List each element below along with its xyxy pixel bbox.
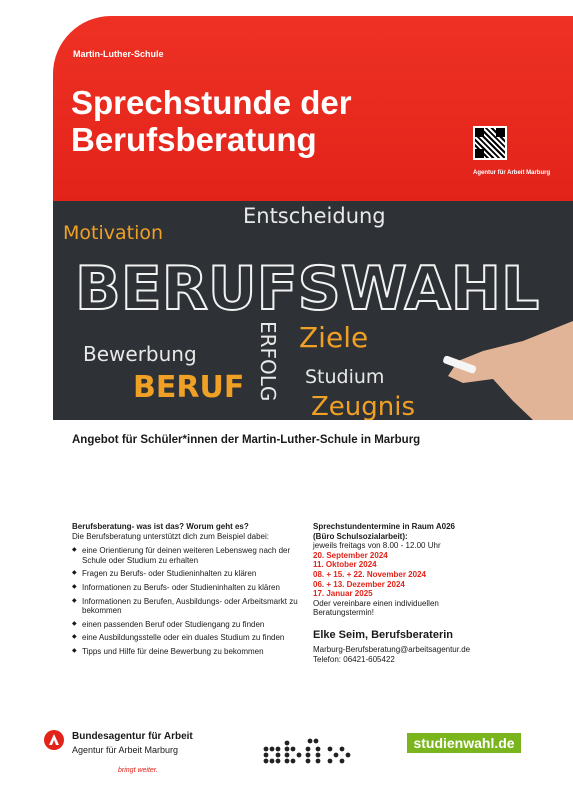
title-line-1: Sprechstunde der [71, 84, 352, 121]
list-item: ◆ eine Orientierung für deinen weiteren Lebensweg nach der Schule oder Studium zu erhalten [72, 546, 302, 565]
word-berufswahl: BERUFSWAHL [75, 254, 540, 324]
ba-name: Bundesagentur für Arbeit [72, 731, 193, 742]
time-info: jeweils freitags von 8.00 - 12.00 Uhr [313, 541, 441, 551]
individual-appointment-note: Oder vereinbare einen individuellen Beratungstermin! [313, 598, 439, 618]
room-note: (Büro Schulsozialarbeit): [313, 531, 408, 541]
page-title [71, 84, 352, 158]
date-item: 08. + 15. + 22. November 2024 [313, 569, 426, 579]
list-item: ◆ Informationen zu Berufen, Ausbildungs- oder Arbeitsmarkt zu bekommen [72, 597, 302, 616]
word-zeugnis: Zeugnis [311, 392, 416, 420]
appointments-heading: Sprechstundentermine in Raum A026 [313, 522, 455, 531]
word-studium: Studium [305, 366, 385, 388]
word-motivation: Motivation [63, 222, 164, 244]
benefits-list [72, 546, 302, 656]
email-link[interactable]: Marburg-Berufsberatung@arbeitsagentur.de [313, 644, 471, 654]
list-item: ◆ Fragen zu Berufs- oder Studieninhalten zu klären [72, 569, 302, 579]
right-column [313, 522, 563, 664]
word-erfolg: ERFOLG [256, 321, 280, 402]
studienwahl-logo[interactable]: studienwahl.de [407, 733, 521, 753]
left-column [72, 522, 302, 661]
chalkboard-image [53, 201, 573, 420]
bundesagentur-logo-icon [44, 730, 64, 750]
word-ziele: Ziele [299, 321, 369, 354]
intro-text: Die Berufsberatung unterstützt dich zum Beispiel dabei: [72, 531, 269, 541]
date-item: 11. Oktober 2024 [313, 560, 377, 570]
list-item: ◆ einen passenden Beruf oder Studiengang zu finden [72, 620, 302, 630]
list-item: ◆ eine Ausbildungsstelle oder ein duales Studium zu finden [72, 633, 302, 643]
phone-number[interactable]: Telefon: 06421-605422 [313, 654, 395, 664]
agency-label: Agentur für Arbeit Marburg [473, 170, 551, 176]
title-line-2: Berufsberatung [71, 121, 317, 158]
qr-code-icon[interactable] [473, 126, 507, 160]
school-name: Martin-Luther-Schule [73, 49, 164, 59]
date-item: 20. September 2024 [313, 550, 388, 560]
word-bewerbung: Bewerbung [83, 342, 197, 366]
date-item: 06. + 13. Dezember 2024 [313, 579, 405, 589]
list-item: ◆ Tipps und Hilfe für deine Bewerbung zu bekommen [72, 647, 302, 657]
counselor-name: Elke Seim, Berufsberaterin [313, 628, 454, 641]
date-item: 17. Januar 2025 [313, 589, 373, 599]
abi-logo [262, 737, 352, 772]
list-item: ◆ Informationen zu Berufs- oder Studieninhalten zu klären [72, 583, 302, 593]
offer-heading: Angebot für Schüler*innen der Martin-Luther-Schule in Marburg [72, 434, 421, 446]
ba-agency: Agentur für Arbeit Marburg [72, 745, 179, 755]
word-beruf: BERUF [133, 370, 245, 405]
ba-slogan: bringt weiter. [118, 767, 158, 774]
question-heading: Berufsberatung- was ist das? Worum geht es? [72, 522, 249, 531]
header-banner [53, 16, 573, 201]
word-entscheidung: Entscheidung [243, 204, 386, 228]
